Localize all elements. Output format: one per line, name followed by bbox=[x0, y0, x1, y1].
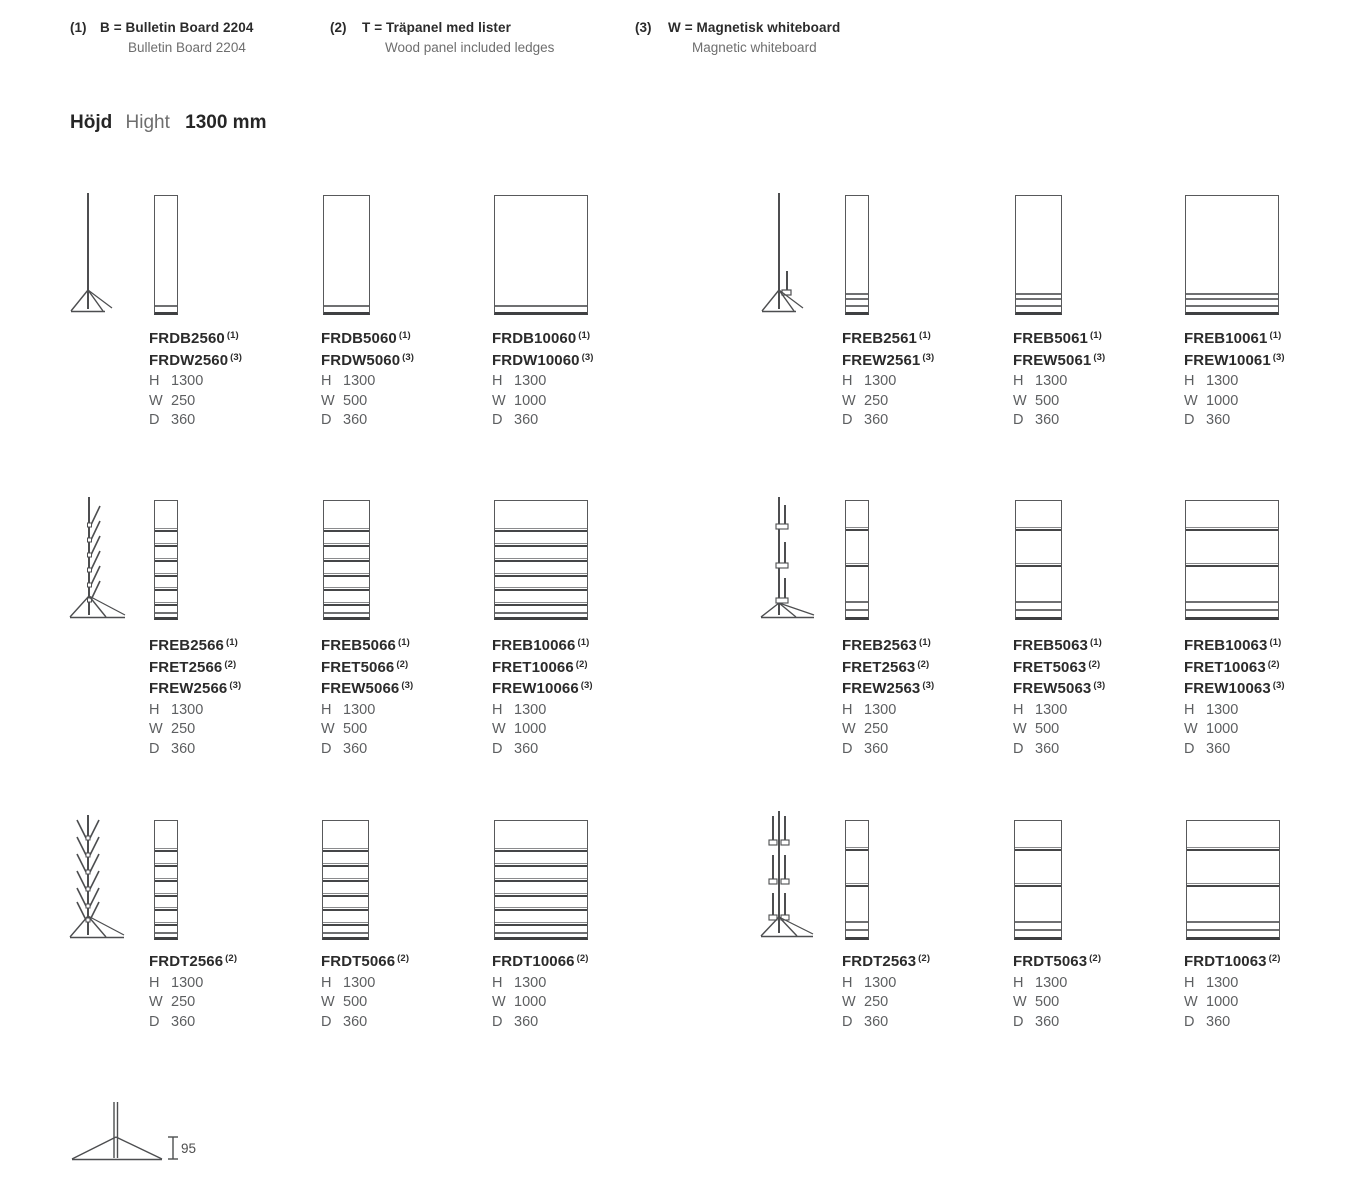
panel-line bbox=[1186, 305, 1278, 307]
product-code: FREB10061 bbox=[1184, 330, 1268, 347]
product-label bbox=[321, 636, 413, 760]
product-label bbox=[842, 952, 930, 1032]
panel-line bbox=[1186, 293, 1278, 295]
legend-term: W = Magnetisk whiteboard bbox=[668, 20, 841, 35]
panel-ledge bbox=[1187, 883, 1279, 887]
dimension-row: W 500 bbox=[321, 721, 368, 738]
dimension-row: H 1300 bbox=[1013, 373, 1068, 390]
product-code-note: (3) bbox=[580, 680, 593, 692]
dimension-row: H 1300 bbox=[842, 373, 897, 390]
product-code-note: (3) bbox=[922, 680, 935, 692]
product-code: FREW5061 bbox=[1013, 351, 1092, 369]
panel-ledge bbox=[155, 558, 177, 562]
product-code-note: (2) bbox=[1088, 658, 1101, 670]
base-detail-drawing bbox=[58, 1094, 184, 1166]
dimension-row: W 1000 bbox=[492, 721, 547, 738]
product-code: FREB10066 bbox=[492, 637, 576, 654]
panel-ledge bbox=[1187, 847, 1279, 851]
panel-ledge bbox=[324, 573, 369, 577]
dimension-row: H 1300 bbox=[321, 701, 376, 718]
panel-line bbox=[323, 932, 368, 934]
dimension-row: W 250 bbox=[842, 721, 889, 738]
product-label bbox=[149, 952, 237, 1032]
panel-line bbox=[495, 932, 587, 934]
product-code-note: (1) bbox=[1269, 330, 1282, 341]
product-code: FREW5066 bbox=[321, 680, 400, 698]
dimension-row: W 250 bbox=[149, 392, 196, 409]
title-english: Hight bbox=[125, 112, 170, 133]
product-code-note: (2) bbox=[1268, 953, 1281, 964]
dimension-row: D 360 bbox=[149, 1013, 196, 1030]
dimension-row: H 1300 bbox=[842, 974, 897, 991]
dimension-row: H 1300 bbox=[149, 701, 204, 718]
panel-ledge bbox=[155, 587, 177, 591]
product-code-note: (3) bbox=[230, 351, 243, 363]
product-label bbox=[492, 952, 589, 1032]
panel-line bbox=[1186, 601, 1278, 603]
legend-number: (1) bbox=[70, 20, 87, 35]
panel-line bbox=[1186, 298, 1278, 300]
product-code-note: (2) bbox=[575, 658, 588, 670]
product-code-note: (1) bbox=[226, 330, 239, 341]
panel-ledge bbox=[155, 602, 177, 606]
product-code-note: (2) bbox=[396, 658, 409, 670]
panel-line bbox=[155, 305, 177, 307]
panel-front-drawing bbox=[154, 820, 178, 940]
dimension-row: W 1000 bbox=[492, 994, 547, 1011]
product-code-note: (3) bbox=[1272, 680, 1285, 692]
panel-line bbox=[495, 305, 587, 307]
product-label bbox=[492, 636, 593, 760]
panel-ledge bbox=[323, 907, 368, 911]
dimension-row: W 250 bbox=[842, 994, 889, 1011]
panel-ledge bbox=[323, 863, 368, 867]
product-code-note: (3) bbox=[401, 680, 414, 692]
panel-ledge bbox=[324, 558, 369, 562]
dimension-95-marker bbox=[168, 1137, 178, 1159]
product-code: FRET10063 bbox=[1184, 658, 1266, 676]
panel-ledge bbox=[846, 883, 868, 887]
panel-line bbox=[155, 932, 177, 934]
panel-ledge bbox=[495, 528, 587, 532]
dimension-row: H 1300 bbox=[492, 974, 547, 991]
dimension-row: W 500 bbox=[1013, 392, 1060, 409]
product-label bbox=[842, 636, 934, 760]
panel-front-drawing bbox=[1015, 500, 1062, 620]
dimension-row: H 1300 bbox=[1184, 701, 1239, 718]
dimension-row: W 1000 bbox=[492, 392, 547, 409]
dimension-row: D 360 bbox=[321, 1013, 368, 1030]
dimension-row: D 360 bbox=[1013, 740, 1060, 757]
product-code: FREW10063 bbox=[1184, 680, 1271, 698]
panel-front-drawing bbox=[845, 195, 869, 315]
panel-front-drawing bbox=[494, 500, 588, 620]
product-code-note: (2) bbox=[576, 953, 589, 964]
panel-front-drawing bbox=[154, 500, 178, 620]
product-label bbox=[492, 329, 594, 431]
dimension-row: D 360 bbox=[1184, 412, 1231, 429]
panel-front-drawing bbox=[845, 500, 869, 620]
product-code: FREB2561 bbox=[842, 330, 918, 347]
product-code-note: (1) bbox=[1090, 637, 1102, 648]
dimension-row: W 1000 bbox=[1184, 994, 1239, 1011]
product-code-note: (2) bbox=[397, 953, 410, 964]
panel-ledge bbox=[846, 527, 868, 531]
legend-term: B = Bulletin Board 2204 bbox=[100, 20, 254, 35]
product-code: FREB2563 bbox=[842, 637, 918, 654]
product-label bbox=[149, 329, 242, 431]
panel-ledge bbox=[155, 878, 177, 882]
product-code: FREW2566 bbox=[149, 680, 228, 698]
panel-ledge bbox=[155, 573, 177, 577]
side-view-pole-icon bbox=[56, 191, 126, 319]
dimension-row: D 360 bbox=[842, 1013, 889, 1030]
panel-front-drawing bbox=[845, 820, 869, 940]
product-code-note: (3) bbox=[922, 351, 935, 363]
panel-front-drawing bbox=[1014, 820, 1062, 940]
panel-front-drawing bbox=[322, 820, 369, 940]
panel-line bbox=[1016, 298, 1061, 300]
dimension-row: H 1300 bbox=[492, 701, 547, 718]
dimension-row: W 500 bbox=[321, 994, 368, 1011]
panel-line bbox=[1016, 293, 1061, 295]
dimension-95-label: 95 bbox=[181, 1141, 197, 1156]
side-view-pole-rail-icon bbox=[748, 191, 818, 319]
product-code: FRET10066 bbox=[492, 658, 574, 676]
product-label bbox=[1184, 329, 1285, 431]
panel-ledge bbox=[495, 602, 587, 606]
product-code: FRDB5060 bbox=[321, 330, 397, 347]
product-code-note: (2) bbox=[225, 953, 238, 964]
panel-ledge bbox=[1015, 883, 1061, 887]
panel-ledge bbox=[495, 573, 587, 577]
legend-number: (2) bbox=[330, 20, 347, 35]
panel-ledge bbox=[1016, 563, 1061, 567]
dimension-row: D 360 bbox=[321, 412, 368, 429]
dimension-row: D 360 bbox=[842, 412, 889, 429]
dimension-row: H 1300 bbox=[321, 974, 376, 991]
product-code-note: (2) bbox=[1267, 658, 1280, 670]
product-code: FRET5063 bbox=[1013, 658, 1087, 676]
product-code: FREB5066 bbox=[321, 637, 397, 654]
dimension-row: H 1300 bbox=[1184, 974, 1239, 991]
product-code: FRDW2560 bbox=[149, 351, 229, 369]
panel-line bbox=[1187, 921, 1279, 923]
product-label bbox=[1184, 952, 1281, 1032]
side-view-pole-double-rails-icon bbox=[748, 809, 824, 943]
product-code-note: (3) bbox=[1093, 680, 1106, 692]
panel-front-drawing bbox=[323, 500, 370, 620]
product-label bbox=[321, 952, 409, 1032]
product-code: FRDT5063 bbox=[1013, 953, 1088, 970]
dimension-row: D 360 bbox=[149, 412, 196, 429]
dimension-row: H 1300 bbox=[492, 373, 547, 390]
side-view-pole-arms-icon bbox=[56, 495, 136, 625]
dimension-row: D 360 bbox=[1184, 1013, 1231, 1030]
dimension-row: H 1300 bbox=[149, 974, 204, 991]
dimension-row: D 360 bbox=[1013, 412, 1060, 429]
panel-line bbox=[846, 921, 868, 923]
product-code-note: (2) bbox=[224, 658, 237, 670]
panel-ledge bbox=[324, 602, 369, 606]
page-title bbox=[70, 112, 266, 134]
dimension-row: D 360 bbox=[1013, 1013, 1060, 1030]
panel-ledge bbox=[155, 907, 177, 911]
panel-line bbox=[846, 609, 868, 611]
product-code: FRDT5066 bbox=[321, 953, 396, 970]
dimension-row: H 1300 bbox=[149, 373, 204, 390]
dimension-row: H 1300 bbox=[842, 701, 897, 718]
product-code-note: (3) bbox=[1093, 351, 1106, 363]
panel-front-drawing bbox=[494, 195, 588, 315]
panel-ledge bbox=[155, 528, 177, 532]
panel-ledge bbox=[495, 848, 587, 852]
panel-line bbox=[846, 929, 868, 931]
panel-line bbox=[846, 298, 868, 300]
dimension-row: H 1300 bbox=[1184, 373, 1239, 390]
product-code: FRDW5060 bbox=[321, 351, 401, 369]
panel-line bbox=[324, 305, 369, 307]
product-code: FRDB10060 bbox=[492, 330, 577, 347]
product-code: FRDT2566 bbox=[149, 953, 224, 970]
product-code: FRDT2563 bbox=[842, 953, 917, 970]
dimension-row: D 360 bbox=[492, 740, 539, 757]
dimension-row: H 1300 bbox=[1013, 701, 1068, 718]
panel-ledge bbox=[846, 563, 868, 567]
panel-ledge bbox=[495, 907, 587, 911]
panel-ledge bbox=[324, 543, 369, 547]
panel-ledge bbox=[323, 893, 368, 897]
panel-line bbox=[1186, 609, 1278, 611]
product-label bbox=[321, 329, 414, 431]
product-code: FRDB2560 bbox=[149, 330, 225, 347]
panel-line bbox=[846, 293, 868, 295]
dimension-row: W 250 bbox=[842, 392, 889, 409]
panel-ledge bbox=[323, 922, 368, 926]
panel-line bbox=[846, 601, 868, 603]
product-code: FRDW10060 bbox=[492, 351, 580, 369]
product-code-note: (2) bbox=[1089, 953, 1102, 964]
product-code: FREW10066 bbox=[492, 680, 579, 698]
product-code: FRDT10066 bbox=[492, 953, 575, 970]
product-code: FREB5063 bbox=[1013, 637, 1089, 654]
dimension-row: D 360 bbox=[1184, 740, 1231, 757]
panel-front-drawing bbox=[494, 820, 588, 940]
panel-ledge bbox=[323, 878, 368, 882]
dimension-row: D 360 bbox=[492, 412, 539, 429]
dimension-row: W 500 bbox=[1013, 994, 1060, 1011]
product-code-note: (1) bbox=[577, 637, 590, 648]
product-code: FREW5063 bbox=[1013, 680, 1092, 698]
product-code: FRET2563 bbox=[842, 658, 916, 676]
panel-front-drawing bbox=[1015, 195, 1062, 315]
product-code: FRET2566 bbox=[149, 658, 223, 676]
product-label bbox=[1184, 636, 1285, 760]
dimension-row: D 360 bbox=[492, 1013, 539, 1030]
product-code-note: (2) bbox=[917, 658, 930, 670]
panel-front-drawing bbox=[1185, 500, 1279, 620]
legend-number: (3) bbox=[635, 20, 652, 35]
product-code: FREB2566 bbox=[149, 637, 225, 654]
panel-ledge bbox=[495, 587, 587, 591]
panel-ledge bbox=[155, 543, 177, 547]
dimension-row: D 360 bbox=[842, 740, 889, 757]
product-code-note: (1) bbox=[398, 330, 411, 341]
panel-ledge bbox=[495, 863, 587, 867]
panel-ledge bbox=[155, 863, 177, 867]
product-label bbox=[1013, 636, 1105, 760]
product-code: FREB5061 bbox=[1013, 330, 1089, 347]
product-code-note: (1) bbox=[578, 330, 591, 341]
panel-ledge bbox=[324, 528, 369, 532]
product-code-note: (1) bbox=[919, 330, 931, 341]
panel-ledge bbox=[1186, 527, 1278, 531]
title-height-value: 1300 mm bbox=[185, 112, 267, 133]
product-code: FRET5066 bbox=[321, 658, 395, 676]
product-code: FRDT10063 bbox=[1184, 953, 1267, 970]
side-view-pole-double-arms-icon bbox=[54, 813, 134, 943]
title-swedish: Höjd bbox=[70, 112, 113, 133]
panel-ledge bbox=[155, 848, 177, 852]
product-label bbox=[1013, 329, 1105, 431]
product-code-note: (1) bbox=[1090, 330, 1102, 341]
product-label bbox=[842, 329, 934, 431]
legend-translation: Bulletin Board 2204 bbox=[128, 40, 246, 55]
panel-ledge bbox=[1016, 527, 1061, 531]
dimension-row: W 1000 bbox=[1184, 721, 1239, 738]
product-code-note: (1) bbox=[398, 637, 410, 648]
panel-front-drawing bbox=[323, 195, 370, 315]
dimension-row: H 1300 bbox=[321, 373, 376, 390]
product-code-note: (3) bbox=[1272, 351, 1285, 363]
panel-ledge bbox=[324, 587, 369, 591]
product-code-note: (1) bbox=[1269, 637, 1282, 648]
dimension-row: D 360 bbox=[149, 740, 196, 757]
legend-translation: Wood panel included ledges bbox=[385, 40, 555, 55]
dimension-row: W 250 bbox=[149, 721, 196, 738]
panel-ledge bbox=[155, 893, 177, 897]
dimension-row: W 250 bbox=[149, 994, 196, 1011]
dimension-row: W 500 bbox=[1013, 721, 1060, 738]
product-code: FREB10063 bbox=[1184, 637, 1268, 654]
product-code-note: (2) bbox=[918, 953, 931, 964]
panel-line bbox=[1016, 609, 1061, 611]
panel-ledge bbox=[323, 848, 368, 852]
panel-ledge bbox=[495, 922, 587, 926]
product-code: FREW2561 bbox=[842, 351, 921, 369]
product-code-note: (3) bbox=[581, 351, 594, 363]
product-code: FREW10061 bbox=[1184, 351, 1271, 369]
dimension-row: W 1000 bbox=[1184, 392, 1239, 409]
panel-ledge bbox=[1015, 847, 1061, 851]
panel-line bbox=[1187, 929, 1279, 931]
legend-translation: Magnetic whiteboard bbox=[692, 40, 817, 55]
product-label bbox=[1013, 952, 1101, 1032]
panel-line bbox=[1016, 305, 1061, 307]
panel-ledge bbox=[1186, 563, 1278, 567]
panel-ledge bbox=[846, 847, 868, 851]
panel-front-drawing bbox=[1185, 195, 1279, 315]
dimension-row: H 1300 bbox=[1013, 974, 1068, 991]
panel-ledge bbox=[495, 878, 587, 882]
product-code-note: (3) bbox=[402, 351, 415, 363]
dimension-row: D 360 bbox=[321, 740, 368, 757]
product-code-note: (3) bbox=[229, 680, 242, 692]
panel-line bbox=[495, 612, 587, 614]
panel-line bbox=[846, 305, 868, 307]
legend-term: T = Träpanel med lister bbox=[362, 20, 511, 35]
side-view-pole-three-rails-icon bbox=[748, 495, 824, 625]
panel-front-drawing bbox=[154, 195, 178, 315]
panel-line bbox=[1016, 601, 1061, 603]
product-code-note: (1) bbox=[226, 637, 238, 648]
panel-line bbox=[155, 612, 177, 614]
panel-ledge bbox=[155, 922, 177, 926]
panel-line bbox=[1015, 921, 1061, 923]
product-code: FREW2563 bbox=[842, 680, 921, 698]
product-code-note: (1) bbox=[919, 637, 931, 648]
panel-ledge bbox=[495, 893, 587, 897]
panel-ledge bbox=[495, 543, 587, 547]
panel-line bbox=[1015, 929, 1061, 931]
dimension-row: W 500 bbox=[321, 392, 368, 409]
panel-line bbox=[324, 612, 369, 614]
panel-ledge bbox=[495, 558, 587, 562]
product-label bbox=[149, 636, 241, 760]
panel-front-drawing bbox=[1186, 820, 1280, 940]
